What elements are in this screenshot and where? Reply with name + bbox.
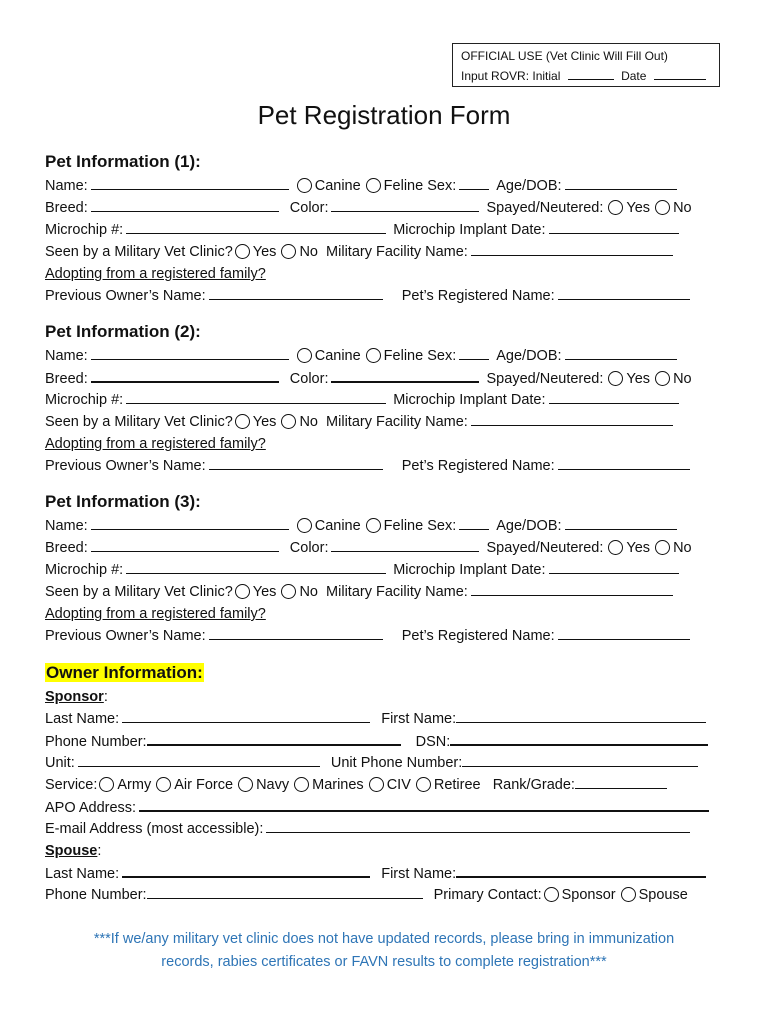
prev-owner-label: Previous Owner’s Name: [45, 288, 206, 304]
seen-yes-radio[interactable] [235, 244, 250, 259]
pet-section-2 [45, 319, 735, 477]
seen-by-label: Seen by a Military Vet Clinic? [45, 584, 233, 600]
spayed-label: Spayed/Neutered: [486, 540, 604, 556]
last-name-label: Last Name: [45, 711, 120, 727]
implant-date-label: Microchip Implant Date: [393, 562, 546, 578]
pet-heading: Pet Information (2): [45, 322, 201, 341]
yes-label: Yes [252, 244, 277, 260]
implant-date-field[interactable] [549, 389, 679, 404]
age-field[interactable] [565, 175, 677, 190]
implant-date-field[interactable] [549, 559, 679, 574]
sex-field[interactable] [459, 345, 489, 360]
age-field[interactable] [565, 345, 677, 360]
pet-section-3 [45, 489, 735, 647]
feline-label: Feline [383, 518, 424, 534]
yes-label: Yes [252, 584, 277, 600]
pet-row-breed [45, 197, 735, 219]
apo-row [45, 796, 735, 818]
feline-radio[interactable] [366, 348, 381, 363]
canine-radio[interactable] [297, 178, 312, 193]
seen-no-radio[interactable] [281, 584, 296, 599]
owner-heading: Owner Information: [46, 663, 203, 682]
name-label: Name: [45, 518, 88, 534]
phone-label: Phone Number: [45, 887, 147, 903]
spayed-label: Spayed/Neutered: [486, 371, 604, 387]
unit-phone-label: Unit Phone Number: [330, 755, 463, 771]
prev-owner-field[interactable] [209, 625, 383, 640]
sponsor-first-name-field[interactable] [456, 708, 706, 723]
microchip-field[interactable] [126, 389, 386, 404]
pet-row-seen [45, 411, 735, 433]
service-row [45, 774, 735, 796]
implant-date-label: Microchip Implant Date: [393, 222, 546, 238]
age-field[interactable] [565, 515, 677, 530]
unit-field[interactable] [78, 752, 320, 767]
seen-no-radio[interactable] [281, 244, 296, 259]
pet-row-breed [45, 537, 735, 559]
name-label: Name: [45, 348, 88, 364]
registered-name-label: Pet’s Registered Name: [401, 288, 555, 304]
footer-note [0, 928, 768, 974]
spouse-heading-row [45, 840, 735, 862]
registered-name-field[interactable] [558, 285, 690, 300]
email-field[interactable] [266, 818, 690, 833]
registered-name-field[interactable] [558, 625, 690, 640]
pet-row-adopting [45, 263, 735, 285]
sex-label: Sex: [427, 518, 457, 534]
pet-row-microchip [45, 219, 735, 241]
spouse-last-name-field[interactable] [122, 862, 370, 878]
dsn-field[interactable] [450, 730, 708, 746]
pet-row-microchip [45, 389, 735, 411]
no-label: No [299, 244, 318, 260]
sponsor-phone-row [45, 730, 735, 752]
prev-owner-label: Previous Owner’s Name: [45, 628, 206, 644]
feline-radio[interactable] [366, 518, 381, 533]
feline-radio[interactable] [366, 178, 381, 193]
spayed-yes-radio[interactable] [608, 371, 623, 386]
facility-field[interactable] [471, 241, 673, 256]
breed-label: Breed: [45, 200, 88, 216]
implant-date-label: Microchip Implant Date: [393, 392, 546, 408]
facility-field[interactable] [471, 411, 673, 426]
age-label: Age/DOB: [496, 348, 562, 364]
first-name-label: First Name: [381, 711, 457, 727]
unit-phone-field[interactable] [462, 752, 698, 767]
adopting-label: Adopting from a registered family? [45, 266, 266, 282]
name-label: Name: [45, 178, 88, 194]
marines-radio[interactable] [294, 777, 309, 792]
microchip-field[interactable] [126, 219, 386, 234]
registered-name-field[interactable] [558, 455, 690, 470]
color-field[interactable] [331, 537, 479, 552]
breed-field[interactable] [91, 367, 279, 383]
navy-radio[interactable] [238, 777, 253, 792]
no-label: No [673, 371, 692, 387]
retiree-radio[interactable] [416, 777, 431, 792]
age-label: Age/DOB: [496, 518, 562, 534]
yes-label: Yes [626, 200, 651, 216]
colon-text: : [103, 689, 108, 705]
facility-label: Military Facility Name: [326, 414, 468, 430]
pet-row-microchip [45, 559, 735, 581]
input-rovr-label: Input ROVR: Initial [461, 69, 561, 83]
unit-label: Unit: [45, 755, 75, 771]
age-label: Age/DOB: [496, 178, 562, 194]
spouse-heading: Spouse [45, 843, 98, 859]
canine-label: Canine [314, 178, 361, 194]
prev-owner-label: Previous Owner’s Name: [45, 458, 206, 474]
sponsor-unit-row [45, 752, 735, 774]
rank-label: Rank/Grade: [492, 777, 575, 793]
sex-field[interactable] [459, 175, 489, 190]
prev-owner-field[interactable] [209, 285, 383, 300]
seen-yes-radio[interactable] [235, 414, 250, 429]
spayed-no-radio[interactable] [655, 200, 670, 215]
facility-label: Military Facility Name: [326, 584, 468, 600]
prev-owner-field[interactable] [209, 455, 383, 470]
retiree-label: Retiree [433, 777, 481, 793]
facility-label: Military Facility Name: [326, 244, 468, 260]
microchip-label: Microchip #: [45, 562, 124, 578]
yes-label: Yes [252, 414, 277, 430]
pet-name-field[interactable] [91, 515, 289, 530]
feline-label: Feline [383, 348, 424, 364]
rank-field[interactable] [575, 774, 667, 789]
first-name-label: First Name: [381, 866, 457, 882]
microchip-label: Microchip #: [45, 222, 124, 238]
pet-row-name [45, 515, 735, 537]
spouse-name-row [45, 862, 735, 884]
no-label: No [673, 540, 692, 556]
pet-section-1 [45, 149, 735, 307]
date-label: Date [621, 69, 647, 83]
spayed-yes-radio[interactable] [608, 200, 623, 215]
sponsor-phone-field[interactable] [147, 730, 401, 746]
sex-field[interactable] [459, 515, 489, 530]
canine-radio[interactable] [297, 518, 312, 533]
sex-label: Sex: [427, 348, 457, 364]
primary-spouse-label: Spouse [638, 887, 688, 903]
sponsor-last-name-field[interactable] [122, 708, 370, 723]
apo-field[interactable] [139, 796, 709, 812]
color-label: Color: [289, 540, 329, 556]
page-title: Pet Registration Form [257, 100, 511, 130]
no-label: No [299, 584, 318, 600]
official-use-box [452, 43, 720, 87]
pet-row-seen [45, 241, 735, 263]
email-row [45, 818, 735, 840]
primary-contact-label: Primary Contact: [433, 887, 542, 903]
primary-spouse-radio[interactable] [621, 887, 636, 902]
footer-line-1: ***If we/any military vet clinic does not have updated records, please bring in immunization [93, 931, 675, 947]
pet-name-field[interactable] [91, 175, 289, 190]
army-label: Army [117, 777, 152, 793]
sponsor-heading-row [45, 686, 735, 708]
navy-label: Navy [256, 777, 290, 793]
spayed-no-radio[interactable] [655, 540, 670, 555]
spayed-yes-radio[interactable] [608, 540, 623, 555]
no-label: No [673, 200, 692, 216]
pet-row-adopting [45, 433, 735, 455]
owner-section [45, 660, 735, 906]
phone-label: Phone Number: [45, 734, 147, 750]
pet-heading: Pet Information (3): [45, 492, 201, 511]
pet-row-previous-owner [45, 625, 735, 647]
pet-name-field[interactable] [91, 345, 289, 360]
primary-sponsor-radio[interactable] [544, 887, 559, 902]
color-label: Color: [289, 371, 329, 387]
color-field[interactable] [331, 367, 479, 383]
spayed-no-radio[interactable] [655, 371, 670, 386]
spouse-phone-row [45, 884, 735, 906]
email-label: E-mail Address (most accessible): [45, 821, 264, 837]
seen-no-radio[interactable] [281, 414, 296, 429]
color-label: Color: [289, 200, 329, 216]
pet-row-previous-owner [45, 285, 735, 307]
pet-row-name [45, 345, 735, 367]
registered-name-label: Pet’s Registered Name: [401, 628, 555, 644]
no-label: No [299, 414, 318, 430]
microchip-field[interactable] [126, 559, 386, 574]
spayed-label: Spayed/Neutered: [486, 200, 604, 216]
pet-heading: Pet Information (1): [45, 152, 201, 171]
spouse-first-name-field[interactable] [456, 862, 706, 878]
civ-label: CIV [386, 777, 411, 793]
service-label: Service: [45, 777, 98, 793]
sponsor-name-row [45, 708, 735, 730]
implant-date-field[interactable] [549, 219, 679, 234]
civ-radio[interactable] [369, 777, 384, 792]
pet-row-name [45, 175, 735, 197]
color-field[interactable] [331, 197, 479, 212]
feline-label: Feline [383, 178, 424, 194]
official-use-label: OFFICIAL USE (Vet Clinic Will Fill Out) [461, 49, 668, 63]
registered-name-label: Pet’s Registered Name: [401, 458, 555, 474]
marines-label: Marines [312, 777, 364, 793]
official-use-input-row [461, 65, 719, 85]
canine-radio[interactable] [297, 348, 312, 363]
pet-row-previous-owner [45, 455, 735, 477]
breed-label: Breed: [45, 540, 88, 556]
seen-yes-radio[interactable] [235, 584, 250, 599]
pet-row-seen [45, 581, 735, 603]
dsn-label: DSN: [415, 734, 451, 750]
breed-label: Breed: [45, 371, 88, 387]
apo-label: APO Address: [45, 800, 137, 816]
air-force-label: Air Force [174, 777, 234, 793]
official-date-field[interactable] [654, 65, 706, 80]
breed-field[interactable] [91, 537, 279, 552]
adopting-label: Adopting from a registered family? [45, 436, 266, 452]
army-radio[interactable] [99, 777, 114, 792]
spouse-phone-field[interactable] [147, 884, 423, 899]
yes-label: Yes [626, 540, 651, 556]
canine-label: Canine [314, 518, 361, 534]
pet-row-adopting [45, 603, 735, 625]
yes-label: Yes [626, 371, 651, 387]
primary-sponsor-label: Sponsor [561, 887, 616, 903]
last-name-label: Last Name: [45, 866, 120, 882]
sponsor-heading: Sponsor [45, 689, 104, 705]
owner-heading-row [45, 660, 735, 686]
pet-row-breed [45, 367, 735, 389]
sex-label: Sex: [427, 178, 457, 194]
initial-field[interactable] [568, 65, 614, 80]
microchip-label: Microchip #: [45, 392, 124, 408]
footer-line-2: records, rabies certificates or FAVN results to complete registration*** [161, 954, 607, 970]
adopting-label: Adopting from a registered family? [45, 606, 266, 622]
seen-by-label: Seen by a Military Vet Clinic? [45, 244, 233, 260]
air-force-radio[interactable] [156, 777, 171, 792]
canine-label: Canine [314, 348, 361, 364]
seen-by-label: Seen by a Military Vet Clinic? [45, 414, 233, 430]
colon-text: : [97, 843, 102, 859]
facility-field[interactable] [471, 581, 673, 596]
breed-field[interactable] [91, 197, 279, 212]
